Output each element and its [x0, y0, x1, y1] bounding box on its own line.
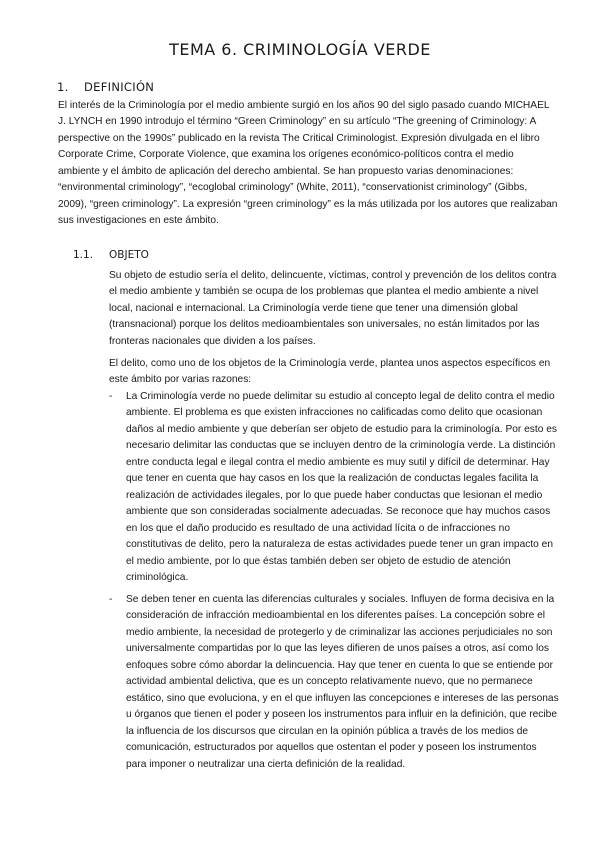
list-item [109, 389, 559, 586]
list-item [109, 592, 559, 773]
subsection-title: OBJETO [109, 249, 149, 261]
bullet-dash: - [109, 594, 113, 605]
subsection-number: 1.1. [73, 249, 94, 261]
section-heading-definicion [57, 80, 154, 94]
page-title: TEMA 6. CRIMINOLOGÍA VERDE [169, 40, 431, 59]
definition-paragraph: El interés de la Criminología por el medio ambiente surgió en los años 90 del siglo pasado cuando MICHAEL J. LYNCH en 1990 introdujo el término “Green Criminology” en su artículo “The greening of Criminology: A perspective on the 1990s” publicado en la revista The Critical Criminologist. Expresión divulgada en el libro Corporate Crime, Corporate Violence, que examina los orígenes económico-políticos contra el medio ambiente y el ámbito de aplicación del derecho ambiental. Se han propuesto varias denominaciones: “environmental criminology”, “ecoglobal criminology” (White, 2011), “conservationist criminology” (Gibbs, 2009), “green criminology”. La expresión “green criminology” es la más utilizada por los autores que realizaban sus investigaciones en este ámbito. [58, 100, 558, 227]
section-number: 1. [57, 80, 69, 94]
list-item-text: La Criminología verde no puede delimitar su estudio al concepto legal de delito contra el medio ambiente. El problema es que existen infracciones no calificadas como delito que ocasionan daños al medio ambiente y que deberían ser objeto de estudio para la criminología. Por esto es necesario delimitar las conductas que se incluyen dentro de la criminología verde. La distinción entre conducta legal e ilegal contra el medio ambiente es muy sutil y difícil de determinar. Hay que tener en cuenta que hay casos en los que la realización de conductas legales facilita la realización de actividades ilegales, por lo que puede haber conductas que lesionan el medio ambiente que son consideradas socialmente adecuadas. Se reconoce que hay muchos casos en los que el daño producido es resultado de una actividad lícita o de infracciones no constitutivas de delito, pero la naturaleza de estas actividades puede tener un gran impacto en el medio ambiente, por lo que éstas también deben ser objeto de estudio de atención criminológica. [126, 391, 557, 583]
objeto-paragraph-1: Su objeto de estudio sería el delito, delincuente, víctimas, control y prevención de los delitos contra el medio ambiente y también se ocupa de los problemas que plantea el medio ambiente a nivel local, nacional e internacional. La Criminología verde tiene que tener una dimensión global (transnacional) porque los delitos medioambientales son universales, no están limitados por las fronteras nacionales que dividen a los países. [109, 270, 557, 347]
subsection-heading-objeto [73, 249, 149, 261]
bullet-dash: - [109, 391, 113, 402]
section-title: DEFINICIÓN [84, 80, 155, 94]
list-item-text: Se deben tener en cuenta las diferencias culturales y sociales. Influyen de forma decisiva en la consideración de infracción medioambiental en los diferentes países. La concepción sobre el medio ambiente, la necesidad de protegerlo y de criminalizar las acciones perjudiciales no son universalmente compartidas por lo que las leyes difieren de unos países a otros, así como los enfoques sobre cómo abordar la delincuencia. Hay que tener en cuenta lo que se entiende por actividad ambiental delictiva, que es un concepto relativamente nuevo, que no permanece estático, sino que evoluciona, y en el que influyen las concepciones e intereses de las personas u órganos que tienen el poder y poseen los instrumentos para influir en la definición, que recibe la influencia de los discursos que circulan en la opinión pública a través de los medios de comunicación, estructurados por aquellos que ostentan el poder y poseen los instrumentos para imponer o neutralizar una cierta definición de la realidad. [126, 594, 559, 770]
reasons-list-1 [109, 389, 559, 586]
objeto-paragraph-2: El delito, como uno de los objetos de la Criminología verde, plantea unos aspectos específicos en este ámbito por varias razones: [109, 358, 551, 386]
reasons-list-2 [109, 592, 559, 773]
